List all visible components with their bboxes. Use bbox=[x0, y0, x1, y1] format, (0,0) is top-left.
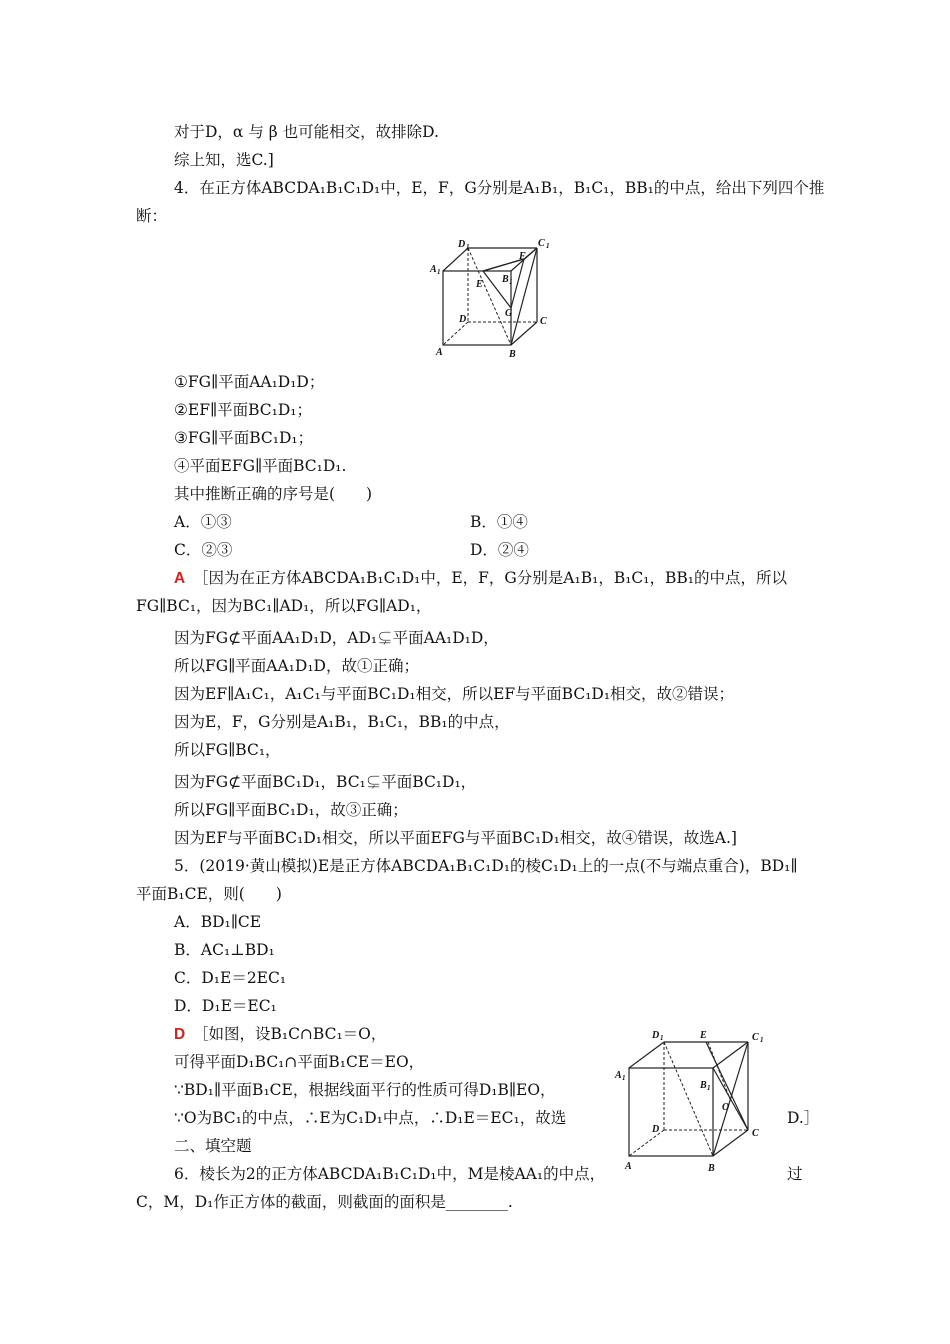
explanation-line: ∵O为BC₁的中点，∴E为C₁D₁中点，∴D₁E＝EC₁，故选 bbox=[174, 1109, 567, 1127]
label-b1: B bbox=[502, 274, 509, 285]
explanation-line: 因为FG⊄平面AA₁D₁D，AD₁⊊平面AA₁D₁D， bbox=[174, 629, 499, 647]
label-d1: D bbox=[652, 1030, 660, 1041]
option-a: A．①③ bbox=[174, 513, 232, 531]
section-heading: 二、填空题 bbox=[174, 1137, 252, 1155]
explanation-line: FG∥BC₁，因为BC₁∥AD₁，所以FG∥AD₁， bbox=[136, 597, 432, 615]
option-b: B．①④ bbox=[470, 513, 528, 531]
svg-text:1: 1 bbox=[437, 268, 441, 276]
answer-line: D ［如图，设B₁C∩BC₁＝O， bbox=[174, 1025, 387, 1043]
label-a1: A bbox=[430, 264, 437, 275]
label-g: G bbox=[505, 308, 513, 319]
option-c: C．②③ bbox=[174, 541, 233, 559]
svg-text:1: 1 bbox=[509, 278, 513, 286]
explanation-line: 可得平面D₁BC₁∩平面B₁CE＝EO， bbox=[174, 1053, 425, 1071]
explanation-line: 因为EF与平面BC₁D₁相交，所以平面EFG与平面BC₁D₁相交，故④错误，故选A.] bbox=[174, 829, 737, 847]
question-4: 4．在正方体ABCDA₁B₁C₁D₁中，E，F，G分别是A₁B₁，B₁C₁，BB₁的中点，给出下列四个推 bbox=[174, 179, 825, 197]
question-prompt: 其中推断正确的序号是( ) bbox=[174, 485, 373, 503]
text-line: 综上知，选C.] bbox=[174, 151, 274, 169]
explanation-line: 因为E，F，G分别是A₁B₁，B₁C₁，BB₁的中点， bbox=[174, 713, 510, 731]
cube-figure-2 bbox=[612, 1024, 772, 1176]
label-a: A bbox=[625, 1161, 632, 1172]
svg-text:1: 1 bbox=[546, 242, 550, 250]
answer-letter: A bbox=[174, 570, 186, 587]
explanation-line: 所以FG∥平面BC₁D₁，故③正确； bbox=[174, 801, 408, 819]
cube-figure-1 bbox=[428, 238, 558, 362]
answer-line: A ［因为在正方体ABCDA₁B₁C₁D₁中，E，F，G分别是A₁B₁，B₁C₁，BB₁的中点，所以 bbox=[174, 569, 787, 587]
statement-3: ③FG∥平面BC₁D₁； bbox=[174, 429, 314, 447]
label-a1: A bbox=[615, 1070, 622, 1081]
statement-4: ④平面EFG∥平面BC₁D₁. bbox=[174, 457, 347, 475]
label-f: F bbox=[519, 251, 526, 262]
label-o: O bbox=[722, 1102, 730, 1113]
option-b: B．AC₁⊥BD₁ bbox=[174, 941, 275, 959]
label-b: B bbox=[708, 1163, 715, 1174]
question-6-end: 过 bbox=[787, 1165, 803, 1183]
label-a: A bbox=[436, 347, 443, 358]
question-5: 5．(2019·黄山模拟)E是正方体ABCDA₁B₁C₁D₁的棱C₁D₁上的一点(不与端点重合)，BD₁∥ bbox=[174, 857, 798, 875]
explanation-line: 所以FG∥BC₁， bbox=[174, 741, 281, 759]
explanation-line: 因为FG⊄平面BC₁D₁，BC₁⊊平面BC₁D₁， bbox=[174, 773, 477, 791]
svg-text:1: 1 bbox=[660, 1034, 664, 1042]
option-d: D．②④ bbox=[470, 541, 529, 559]
statement-2: ②EF∥平面BC₁D₁； bbox=[174, 401, 313, 419]
label-c1: C bbox=[752, 1032, 759, 1043]
label-d: D bbox=[652, 1124, 660, 1135]
svg-text:1: 1 bbox=[622, 1074, 626, 1082]
label-c: C bbox=[540, 316, 547, 327]
statement-1: ①FG∥平面AA₁D₁D； bbox=[174, 373, 325, 391]
question-6: 6．棱长为2的正方体ABCDA₁B₁C₁D₁中，M是棱AA₁的中点， bbox=[174, 1165, 606, 1183]
label-b: B bbox=[509, 349, 516, 360]
explanation-line: ∵BD₁∥平面B₁CE，根据线面平行的性质可得D₁B∥EO， bbox=[174, 1081, 556, 1099]
svg-text:1: 1 bbox=[760, 1036, 764, 1044]
label-d1: D bbox=[458, 239, 466, 250]
option-d: D．D₁E＝EC₁ bbox=[174, 997, 277, 1015]
label-d: D bbox=[459, 314, 467, 325]
explanation-line: 所以FG∥平面AA₁D₁D，故①正确； bbox=[174, 657, 419, 675]
explanation-line-end: D.］ bbox=[787, 1109, 820, 1127]
label-c: C bbox=[752, 1128, 759, 1139]
option-c: C．D₁E＝2EC₁ bbox=[174, 969, 287, 987]
question-5-cont: 平面B₁CE，则( ) bbox=[136, 885, 282, 903]
question-4-cont: 断： bbox=[136, 207, 168, 225]
label-c1: C bbox=[538, 238, 545, 249]
svg-text:1: 1 bbox=[466, 243, 470, 251]
label-e: E bbox=[700, 1030, 707, 1041]
option-a: A．BD₁∥CE bbox=[174, 913, 262, 931]
question-6-cont: C，M，D₁作正方体的截面，则截面的面积是________. bbox=[136, 1193, 513, 1211]
answer-letter: D bbox=[174, 1026, 186, 1043]
explanation-line: 因为EF∥A₁C₁，A₁C₁与平面BC₁D₁相交，所以EF与平面BC₁D₁相交，故②错误； bbox=[174, 685, 735, 703]
label-b1: B bbox=[700, 1080, 707, 1091]
label-e: E bbox=[476, 279, 483, 290]
text-line: 对于D，α 与 β 也可能相交，故排除D. bbox=[174, 123, 439, 141]
svg-text:1: 1 bbox=[707, 1084, 711, 1092]
